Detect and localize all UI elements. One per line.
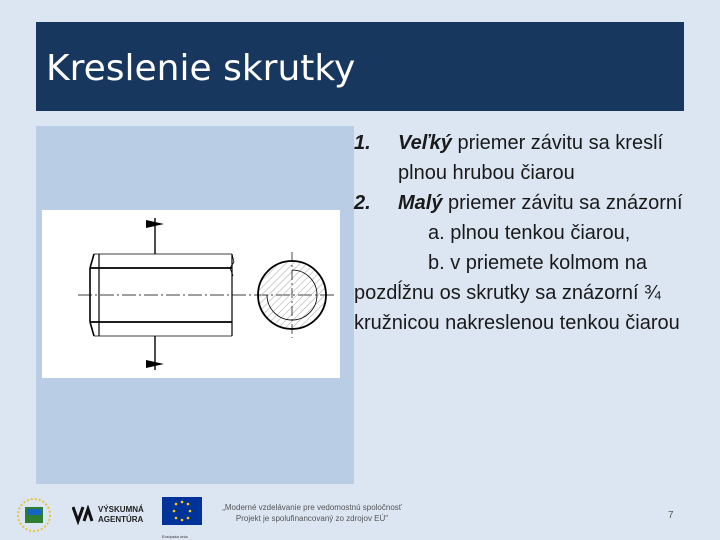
list-text: priemer závitu sa kreslí plnou hrubou čiarou bbox=[398, 132, 664, 184]
list-item bbox=[354, 188, 714, 218]
list-number: 2. bbox=[354, 192, 371, 214]
list-emphasis: Veľký bbox=[398, 132, 452, 154]
list-item bbox=[354, 128, 714, 188]
text-body bbox=[354, 128, 714, 338]
sub-item-a: a. plnou tenkou čiarou, bbox=[428, 222, 631, 244]
footer bbox=[0, 490, 720, 540]
project-quote bbox=[212, 502, 412, 524]
sub-item-b: b. v priemete kolmom na bbox=[428, 252, 647, 274]
research-agency-logo bbox=[72, 500, 152, 530]
illustration-panel bbox=[36, 126, 354, 484]
eu-caption: Európska únia bbox=[162, 534, 188, 539]
continuation-text: pozdĺžnu os skrutky sa znázorní ¾ kružnicou nakreslenou tenkou čiarou bbox=[354, 282, 680, 334]
agency-name-line-2: AGENTÚRA bbox=[98, 515, 144, 524]
end-view bbox=[258, 252, 326, 338]
quote-line-1: „Moderné vzdelávanie pre vedomostnú spoločnosť bbox=[222, 503, 402, 512]
agency-name-line-1: VÝSKUMNÁ bbox=[98, 505, 144, 514]
list-text: priemer závitu sa znázorní bbox=[442, 192, 683, 214]
eu-flag-icon bbox=[162, 497, 202, 533]
slide-title: Kreslenie skrutky bbox=[46, 48, 356, 89]
list-emphasis: Malý bbox=[398, 192, 443, 214]
page-number: 7 bbox=[668, 510, 674, 521]
agency-name bbox=[98, 505, 144, 525]
title-bar bbox=[36, 22, 684, 111]
school-logo-icon bbox=[14, 496, 54, 534]
screw-drawing bbox=[42, 210, 340, 378]
agency-mark-icon bbox=[72, 505, 94, 525]
quote-line-2: Projekt je spolufinancovaný zo zdrojov EÚ" bbox=[235, 514, 389, 523]
list-number: 1. bbox=[354, 132, 371, 154]
